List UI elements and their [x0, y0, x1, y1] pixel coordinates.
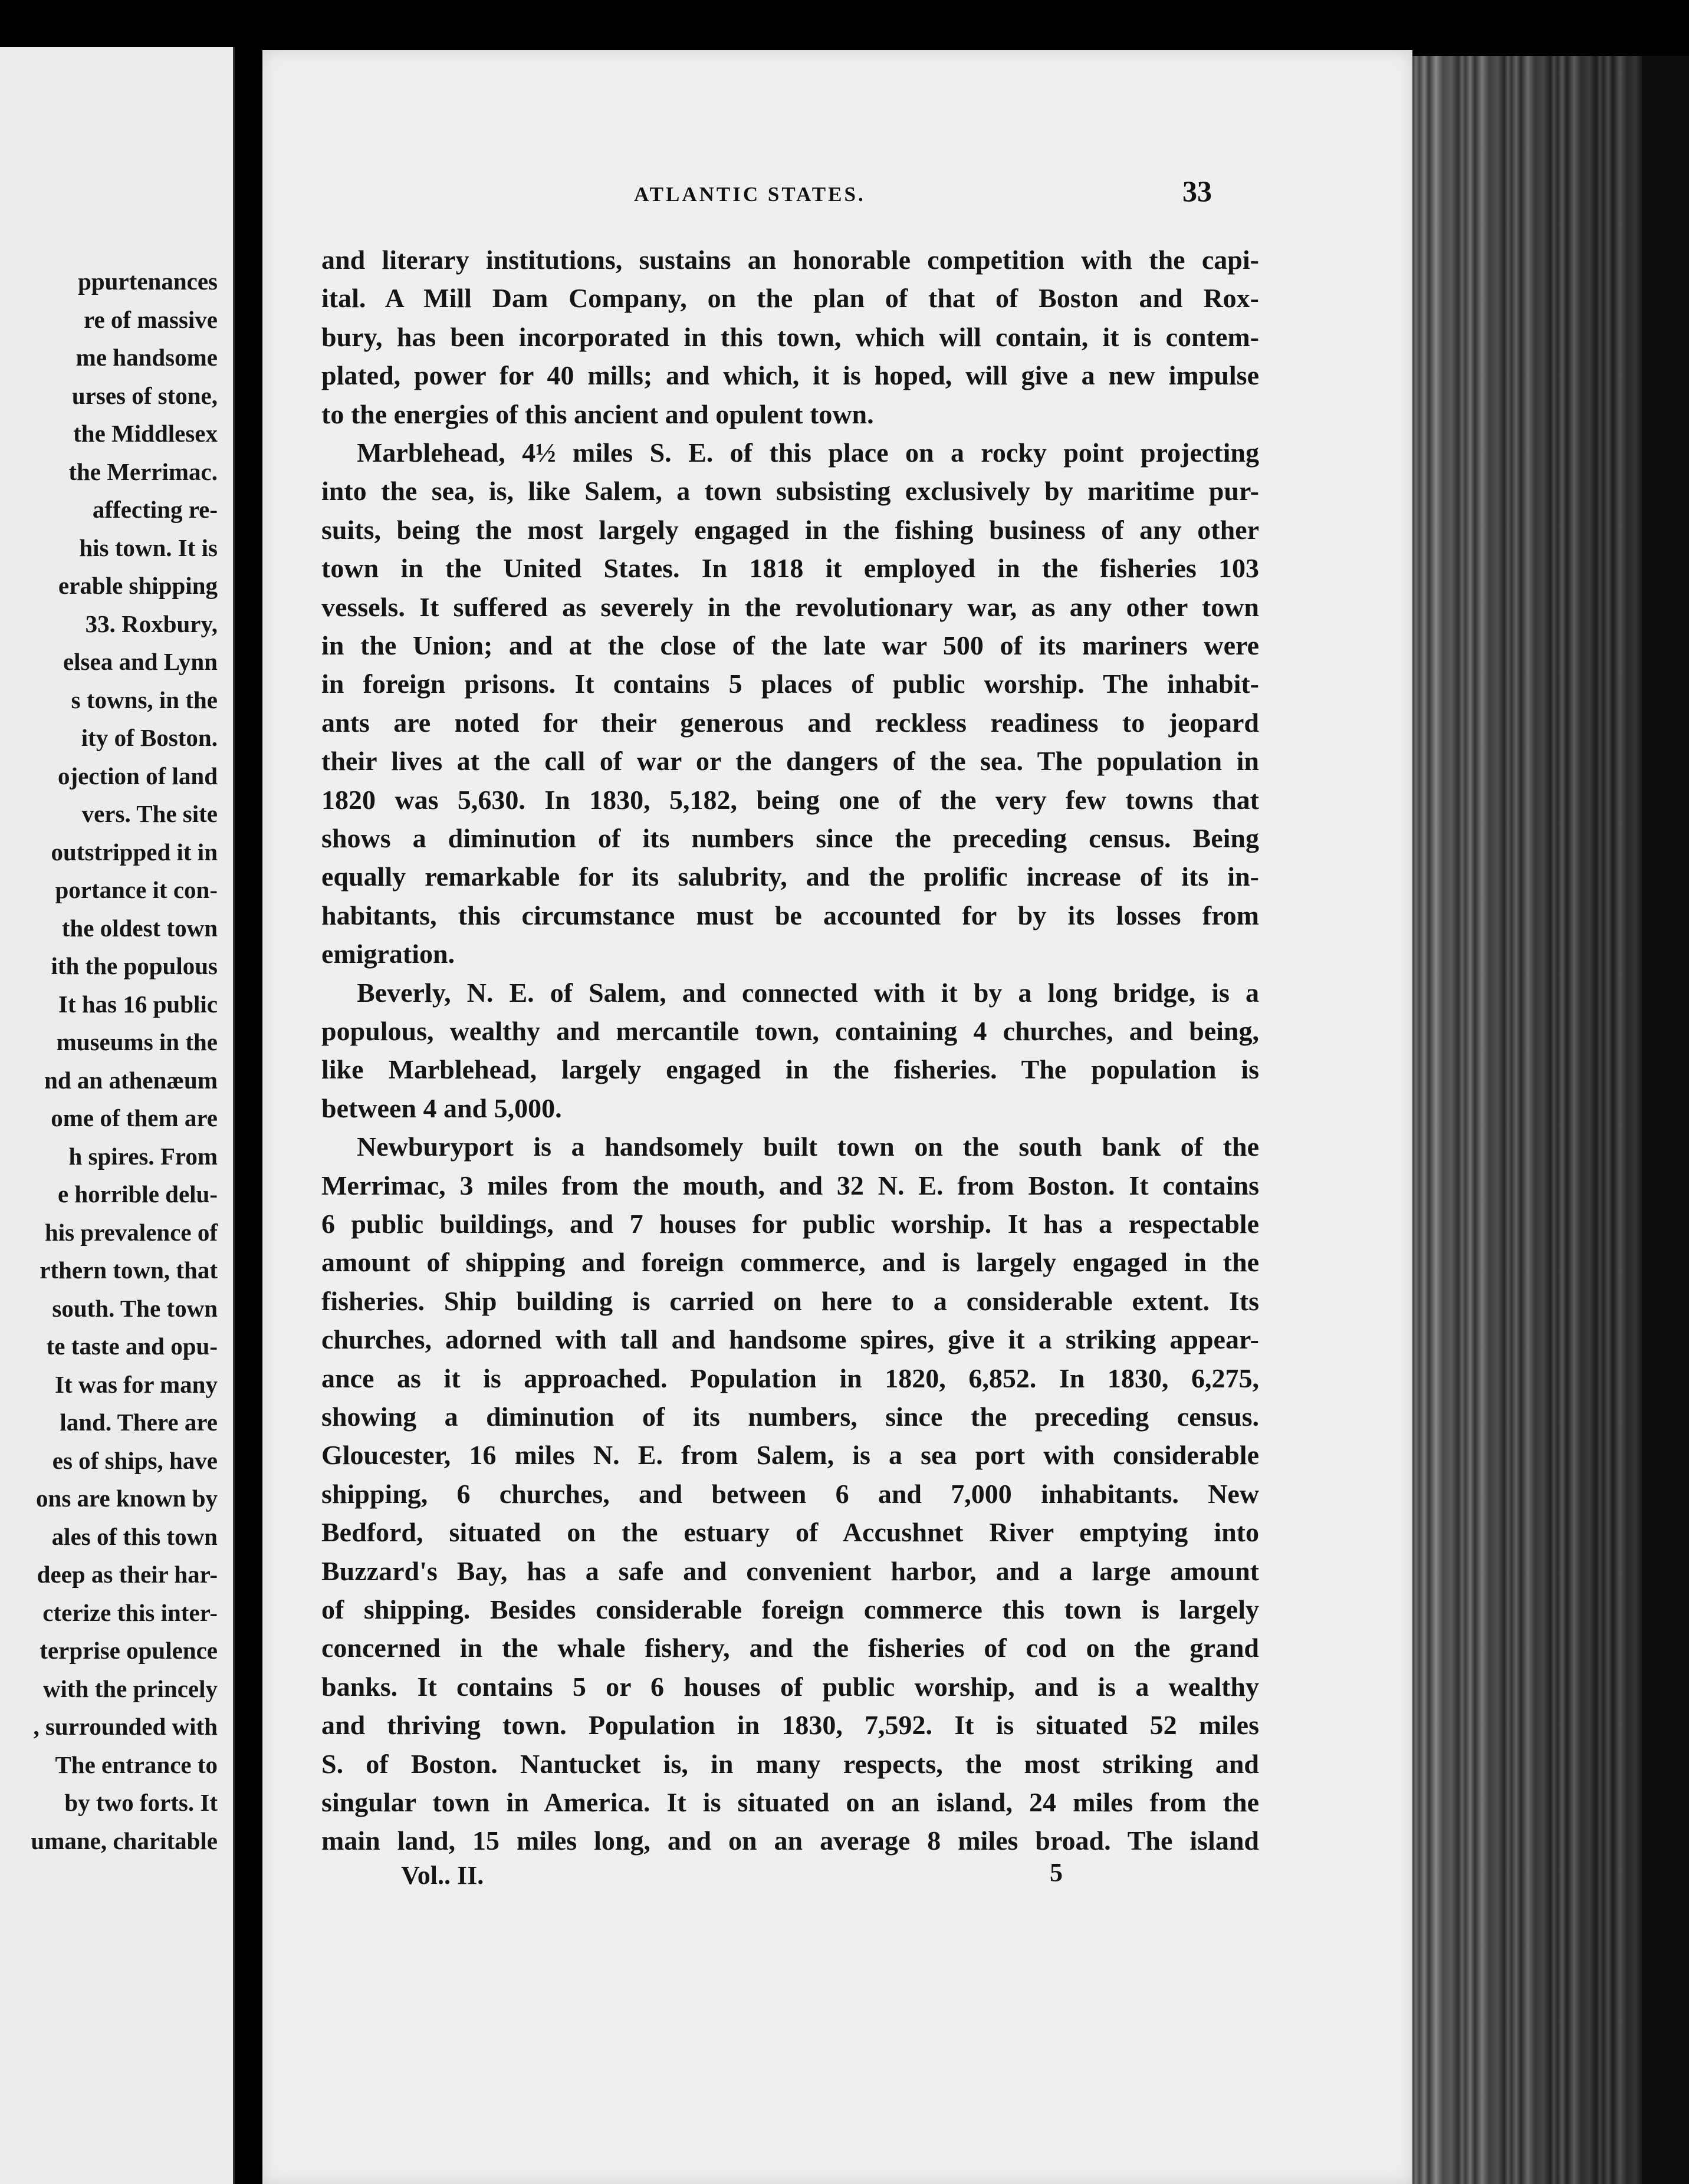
left-page-line: It was for many [55, 1370, 218, 1398]
text-line: shipping, 6 churches, and between 6 and 7,000 inhabitants. New [321, 1478, 1259, 1509]
left-page-line: south. The town [52, 1294, 218, 1322]
text-line: emigration. [321, 939, 455, 969]
text-line: habitants, this circumstance must be accounted for by its losses from [321, 900, 1259, 930]
left-page-line: the oldest town [61, 914, 218, 942]
text-line: Buzzard's Bay, has a safe and convenient harbor, and a large amount [321, 1555, 1259, 1586]
left-page-line: me handsome [75, 344, 218, 371]
text-line: S. of Boston. Nantucket is, in many respects, the most striking and [321, 1748, 1259, 1779]
text-line: 6 public buildings, and 7 houses for public worship. It has a respectable [321, 1209, 1259, 1239]
left-page-line: urses of stone, [71, 381, 218, 409]
text-line: plated, power for 40 mills; and which, it is hoped, will give a new impulse [321, 360, 1259, 391]
text-line: in foreign prisons. It contains 5 places of public worship. The inhabit- [321, 669, 1259, 699]
left-page-line: The entrance to [55, 1751, 218, 1778]
text-line: in the Union; and at the close of the late war 500 of its mariners were [321, 630, 1259, 660]
text-line: bury, has been incorporated in this town, which will contain, it is contem- [321, 321, 1259, 352]
left-page-line: es of ships, have [52, 1446, 218, 1474]
left-page-line: h spires. From [68, 1142, 218, 1170]
left-page-line: te taste and opu- [46, 1333, 218, 1360]
left-page-line: nd an athenæum [44, 1066, 218, 1094]
left-page-line: erable shipping [58, 572, 218, 599]
left-page-line: the Merrimac. [68, 458, 218, 485]
left-page-line: e horrible delu- [57, 1180, 218, 1208]
left-facing-page [0, 47, 235, 2184]
text-line: suits, being the most largely engaged in the fishing business of any other [321, 514, 1259, 545]
left-page-line: elsea and Lynn [63, 648, 218, 675]
left-page-line: cterize this inter- [42, 1598, 218, 1626]
text-line: Newburyport is a handsomely built town on the south bank of the [357, 1132, 1259, 1162]
binding-edge [1642, 56, 1689, 2184]
running-head: ATLANTIC STATES. [634, 183, 866, 206]
left-page-line: , surrounded with [33, 1713, 218, 1740]
left-page-line: 33. Roxbury, [85, 610, 218, 637]
text-line: of shipping. Besides considerable foreign commerce this town is largely [321, 1594, 1259, 1624]
left-page-line: rthern town, that [40, 1257, 218, 1284]
text-line: ital. A Mill Dam Company, on the plan of that of Boston and Rox- [321, 283, 1259, 314]
left-page-line: land. There are [60, 1409, 218, 1436]
left-page-line: his town. It is [79, 534, 218, 561]
text-line: to the energies of this ancient and opulent town. [321, 399, 874, 429]
left-page-line: ity of Boston. [81, 724, 218, 751]
text-line: Gloucester, 16 miles N. E. from Salem, is a sea port with considerable [321, 1440, 1259, 1471]
text-line: between 4 and 5,000. [321, 1093, 562, 1123]
text-line: churches, adorned with tall and handsome spires, give it a striking appear- [321, 1324, 1259, 1355]
left-page-line: terprise opulence [40, 1637, 218, 1664]
left-page-line: ith the populous [51, 952, 218, 979]
text-line: and thriving town. Population in 1830, 7,592. It is situated 52 miles [321, 1710, 1259, 1741]
text-line: like Marblehead, largely engaged in the fisheries. The population is [321, 1054, 1259, 1085]
left-page-line: re of massive [84, 305, 218, 333]
text-line: singular town in America. It is situated on an island, 24 miles from the [321, 1787, 1259, 1817]
left-page-line: ojection of land [57, 762, 218, 790]
left-page-line: s towns, in the [71, 686, 218, 713]
text-line: populous, wealthy and mercantile town, containing 4 churches, and being, [321, 1016, 1259, 1046]
page-number: 33 [1182, 175, 1212, 208]
left-page-line: deep as their har- [37, 1561, 218, 1588]
left-page-line: museums in the [56, 1028, 218, 1055]
volume-signature: Vol.. II. [401, 1861, 484, 1890]
text-line: Marblehead, 4½ miles S. E. of this place on a rocky point projecting [357, 438, 1259, 468]
left-page-line: ppurtenances [78, 268, 218, 295]
text-line: ants are noted for their generous and reckless readiness to jeopard [321, 707, 1259, 738]
left-page-line: It has 16 public [58, 990, 218, 1018]
text-line: shows a diminution of its numbers since the preceding census. Being [321, 823, 1259, 853]
left-page-line: ome of them are [51, 1104, 218, 1132]
text-line: concerned in the whale fishery, and the fisheries of cod on the grand [321, 1633, 1259, 1663]
left-page-line: affecting re- [92, 496, 218, 523]
left-page-line: outstripped it in [51, 838, 218, 866]
text-line: 1820 was 5,630. In 1830, 5,182, being one of the very few towns that [321, 784, 1259, 815]
text-line: Beverly, N. E. of Salem, and connected with it by a long bridge, is a [357, 977, 1259, 1008]
left-page-line: with the princely [42, 1675, 218, 1702]
text-line: and literary institutions, sustains an honorable competition with the capi- [321, 245, 1259, 275]
text-line: fisheries. Ship building is carried on here to a considerable extent. Its [321, 1285, 1259, 1316]
text-line: Bedford, situated on the estuary of Accushnet River emptying into [321, 1517, 1259, 1548]
text-line: equally remarkable for its salubrity, and the prolific increase of its in- [321, 861, 1259, 892]
text-line: into the sea, is, like Salem, a town subsisting exclusively by maritime pur- [321, 476, 1259, 506]
text-line: showing a diminution of its numbers, since the preceding census. [321, 1402, 1259, 1432]
text-line: vessels. It suffered as severely in the revolutionary war, as any other town [321, 591, 1259, 622]
left-page-line: vers. The site [81, 800, 218, 827]
text-line: their lives at the call of war or the dangers of the sea. The population in [321, 746, 1259, 777]
text-line: banks. It contains 5 or 6 houses of public worship, and is a wealthy [321, 1671, 1259, 1702]
left-page-line: portance it con- [55, 876, 218, 903]
left-page-line: ales of this town [51, 1522, 218, 1550]
text-line: amount of shipping and foreign commerce, and is largely engaged in the [321, 1247, 1259, 1278]
signature-mark: 5 [1050, 1858, 1063, 1887]
left-page-line: his prevalence of [44, 1218, 218, 1246]
left-page-line: by two forts. It [64, 1789, 218, 1816]
text-line: main land, 15 miles long, and on an average 8 miles broad. The island [321, 1826, 1259, 1856]
text-line: Merrimac, 3 miles from the mouth, and 32 N. E. from Boston. It contains [321, 1170, 1259, 1200]
left-page-line: ons are known by [36, 1485, 218, 1512]
left-page-line: umane, charitable [31, 1827, 218, 1854]
book-binding [1412, 56, 1689, 2184]
text-line: town in the United States. In 1818 it employed in the fisheries 103 [321, 553, 1259, 584]
text-line: ance as it is approached. Population in 1820, 6,852. In 1830, 6,275, [321, 1363, 1259, 1393]
left-page-line: the Middlesex [73, 420, 218, 447]
